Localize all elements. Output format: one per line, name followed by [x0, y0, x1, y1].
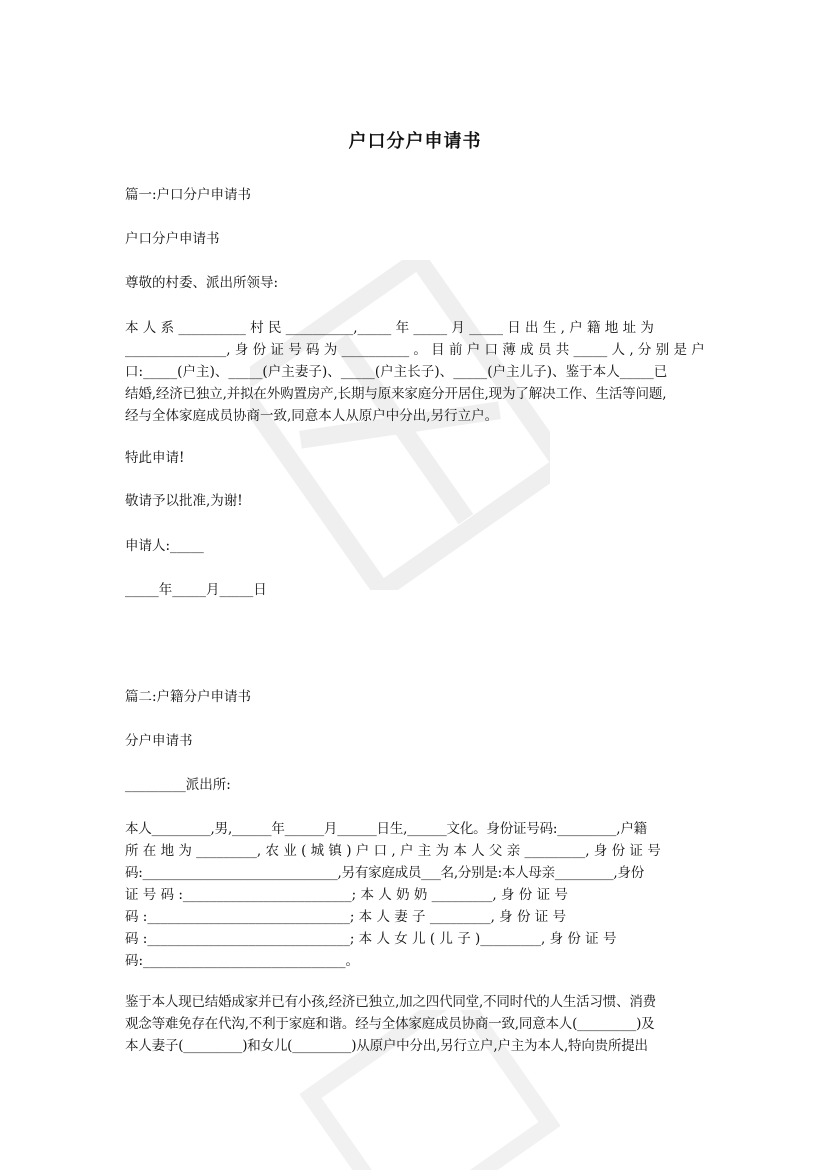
section2-subtitle: 分户申请书 — [125, 733, 193, 749]
section2-reason-line: 观念等难免存在代沟,不利于家庭和谐。经与全体家庭成员协商一致,同意本人(_________)及 — [125, 1016, 655, 1032]
section2-reason-line: 鉴于本人现已结婚成家并已有小孩,经济已独立,加之四代同堂,不同时代的人生活习惯、消费 — [125, 994, 656, 1010]
section2-body — [125, 818, 707, 972]
section2-body-line: 所 在 地 为 _________, 农 业 ( 城 镇 ) 户 口 , 户 主 为 本 人 父 亲 _________, 身 份 证 号 — [125, 843, 661, 859]
section2-heading: 篇二:户籍分户申请书 — [125, 689, 252, 705]
section2-body-line: 码 :______________________________; 本 人 女 儿 ( 儿 子 )_________, 身 份 证 号 — [125, 931, 617, 947]
section2-police: _________派出所: — [125, 777, 231, 793]
section2-body-line: 码:______________________________。 — [125, 953, 360, 969]
section1-date: _____年_____月_____日 — [125, 582, 267, 598]
section1-body-line: 结婚,经济已独立,并拟在外购置房产,长期与原来家庭分开居住,现为了解决工作、生活等问题, — [125, 386, 667, 402]
section1-body-line: 经与全体家庭成员协商一致,同意本人从原户中分出,另行立户。 — [125, 408, 499, 424]
section1-body-line: 本 人 系 __________ 村 民 __________,_____ 年 _____ 月 _____ 日 出 生 , 户 籍 地 址 为 — [125, 320, 654, 336]
section2-body-line: 码 :______________________________; 本 人 妻 子 _________, 身 份 证 号 — [125, 909, 567, 925]
page-title: 户口分户申请书 — [348, 131, 482, 152]
section1-salutation: 尊敬的村委、派出所领导: — [125, 275, 279, 291]
section2-body-line: 本人_________,男,______年______月______日生,______文化。身份证号码:_________,户籍 — [125, 821, 647, 837]
section1-request: 敬请予以批准,为谢! — [125, 493, 243, 509]
section1-heading: 篇一:户口分户申请书 — [125, 187, 252, 203]
section1-body — [125, 317, 707, 427]
section1-subtitle: 户口分户申请书 — [125, 231, 220, 247]
section2-body-line: 码:______________________________,另有家庭成员___名,分别是:本人母亲_________,身份 — [125, 865, 644, 881]
section1-body-line: _______________, 身 份 证 号 码 为 __________ 。 目 前 户 口 薄 成 员 共 _____ 人 , 分 别 是 户 — [125, 342, 705, 358]
section1-applicant: 申请人:_____ — [125, 538, 204, 554]
section1-body-line: 口:_____(户主)、_____(户主妻子)、_____(户主长子)、_____(户主儿子)、鉴于本人_____已 — [125, 364, 668, 380]
section2-body-line: 证 号 码 :_________________________; 本 人 奶 奶 _________, 身 份 证 号 — [125, 887, 568, 903]
section1-special: 特此申请! — [125, 450, 185, 466]
section2-reason — [125, 991, 707, 1057]
section2-reason-line: 本人妻子(_________)和女儿(_________)从原户中分出,另行立户,户主为本人,特向贵所提出 — [125, 1038, 648, 1054]
